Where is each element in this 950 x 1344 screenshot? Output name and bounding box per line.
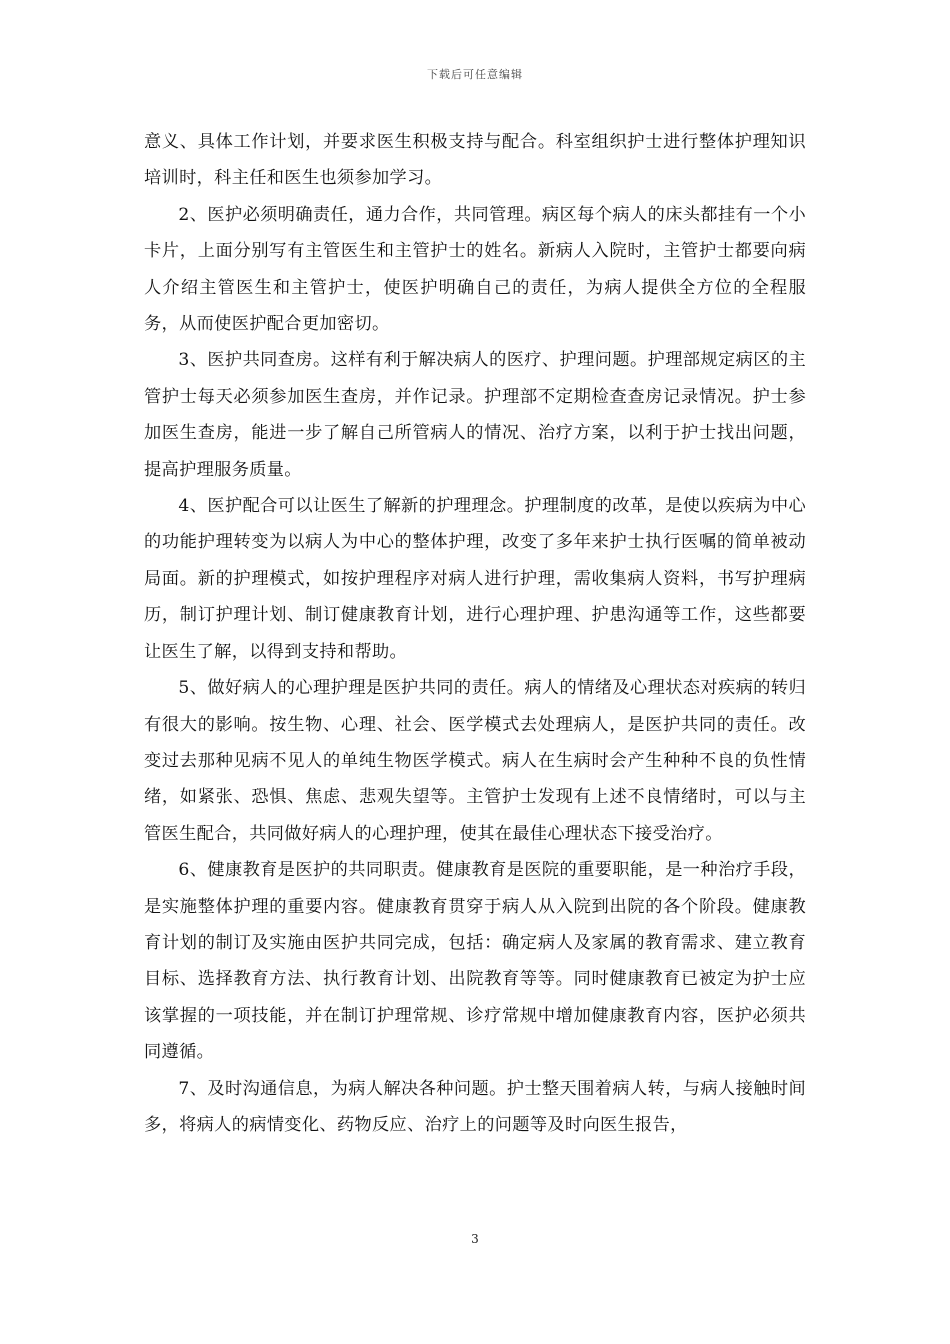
paragraph-continued: 意义、具体工作计划，并要求医生积极支持与配合。科室组织护士进行整体护理知识培训时，科主任和医生也须参加学习。 (144, 132, 806, 189)
page-number: 3 (471, 1232, 479, 1246)
paragraph-item-6: 6、健康教育是医护的共同职责。健康教育是医院的重要职能，是一种治疗手段，是实施整体护理的重要内容。健康教育贯穿于病人从入院到出院的各个阶段。健康教育计划的制订及实施由医护共同完成，包括：确定病人及家属的教育需求、建立教育目标、选择教育方法、执行教育计划、出院教育等等。同时健康教育已被定为护士应该掌握的一项技能，并在制订护理常规、诊疗常规中增加健康教育内容，医护必须共同遵循。 (144, 860, 806, 1063)
document-body (144, 124, 806, 1143)
page-header: 下载后可任意编辑 (427, 68, 523, 81)
paragraph-item-5: 5、做好病人的心理护理是医护共同的责任。病人的情绪及心理状态对疾病的转归有很大的影响。按生物、心理、社会、医学模式去处理病人，是医护共同的责任。改变过去那种见病不见人的单纯生物医学模式。病人在生病时会产生种种不良的负性情绪，如紧张、恐惧、焦虑、悲观失望等。主管护士发现有上述不良情绪时，可以与主管医生配合，共同做好病人的心理护理，使其在最佳心理状态下接受治疗。 (144, 678, 806, 844)
paragraph-item-4: 4、医护配合可以让医生了解新的护理理念。护理制度的改革，是使以疾病为中心的功能护理转变为以病人为中心的整体护理，改变了多年来护士执行医嘱的简单被动局面。新的护理模式，如按护理程序对病人进行护理，需收集病人资料，书写护理病历，制订护理计划、制订健康教育计划，进行心理护理、护患沟通等工作，这些都要让医生了解，以得到支持和帮助。 (144, 496, 806, 662)
paragraph-item-2: 2、医护必须明确责任，通力合作，共同管理。病区每个病人的床头都挂有一个小卡片，上面分别写有主管医生和主管护士的姓名。新病人入院时，主管护士都要向病人介绍主管医生和主管护士，使医护明确自己的责任，为病人提供全方位的全程服务，从而使医护配合更加密切。 (144, 204, 806, 335)
paragraph-item-3: 3、医护共同查房。这样有利于解决病人的医疗、护理问题。护理部规定病区的主管护士每天必须参加医生查房，并作记录。护理部不定期检查查房记录情况。护士参加医生查房，能进一步了解自己所管病人的情况、治疗方案，以利于护士找出问题，提高护理服务质量。 (144, 350, 806, 480)
paragraph-item-7: 7、及时沟通信息，为病人解决各种问题。护士整天围着病人转，与病人接触时间多，将病人的病情变化、药物反应、治疗上的问题等及时向医生报告， (144, 1078, 806, 1135)
